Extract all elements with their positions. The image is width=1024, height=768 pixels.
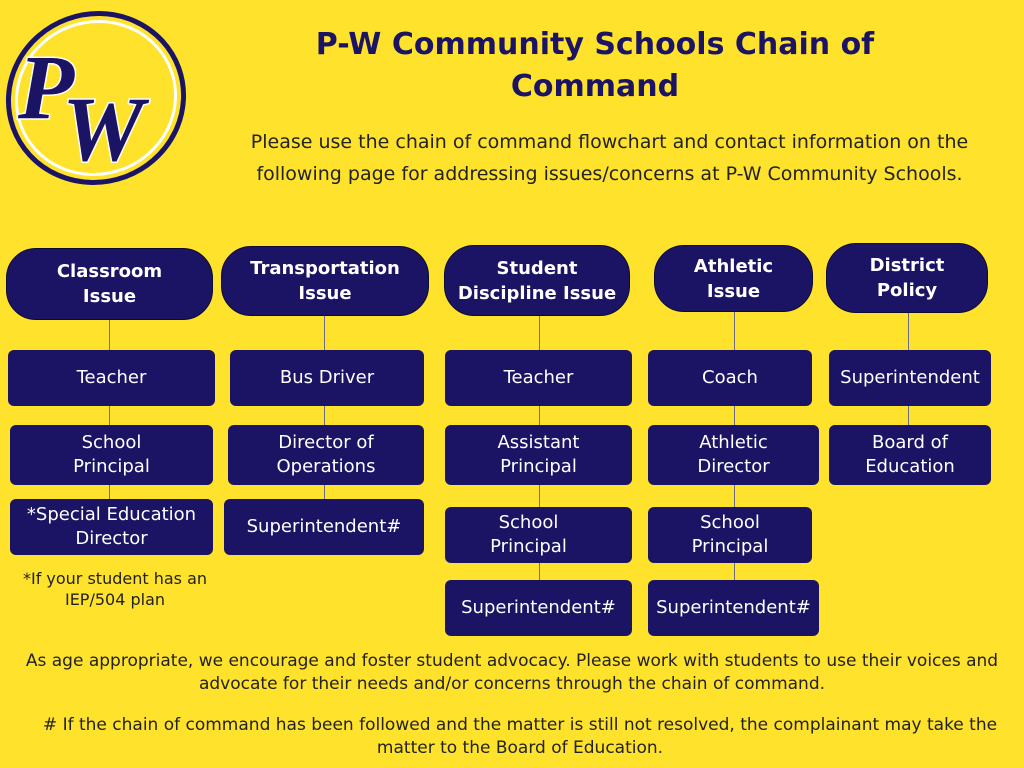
step-school-principal-discipline: School Principal — [445, 507, 632, 563]
step-bus-driver: Bus Driver — [230, 350, 424, 406]
header-transportation-issue: Transportation Issue — [221, 246, 429, 316]
step-athletic-director: Athletic Director — [648, 425, 819, 485]
step-assistant-principal: Assistant Principal — [445, 425, 632, 485]
step-superintendent-athletic: Superintendent# — [648, 580, 819, 636]
step-director-of-operations: Director of Operations — [228, 425, 424, 485]
header-classroom-issue: Classroom Issue — [6, 248, 213, 320]
header-athletic-issue: Athletic Issue — [654, 245, 813, 312]
step-superintendent-discipline: Superintendent# — [445, 580, 632, 636]
pw-logo — [0, 0, 200, 200]
resolution-text: # If the chain of command has been followed and the matter is still not resolved, the complainant may take the matter to the Board of Education. — [42, 715, 998, 758]
page-title: P-W Community Schools Chain of Command — [315, 27, 875, 104]
header-district-policy: District Policy — [826, 243, 988, 313]
intro-text: Please use the chain of command flowchart and contact information on the following page for addressing issues/concerns at P-W Community Schools. — [250, 131, 969, 185]
step-superintendent-transport: Superintendent# — [224, 499, 424, 555]
step-school-principal: School Principal — [10, 425, 213, 485]
header-student-discipline-issue: Student Discipline Issue — [444, 245, 630, 316]
step-teacher: Teacher — [8, 350, 215, 406]
step-school-principal-athletic: School Principal — [648, 507, 812, 563]
step-teacher-discipline: Teacher — [445, 350, 632, 406]
logo-letter-p: P — [18, 36, 75, 138]
step-superintendent-policy: Superintendent — [829, 350, 991, 406]
logo-letter-w: W — [62, 78, 144, 180]
advocacy-text: As age appropriate, we encourage and foster student advocacy. Please work with students to use their voices and advocate for their needs and/or concerns through the chain of command. — [25, 651, 999, 694]
step-board-of-education: Board of Education — [829, 425, 991, 485]
step-special-education-director: *Special Education Director — [10, 499, 213, 555]
step-coach: Coach — [648, 350, 812, 406]
iep-note: *If your student has an IEP/504 plan — [22, 569, 208, 609]
